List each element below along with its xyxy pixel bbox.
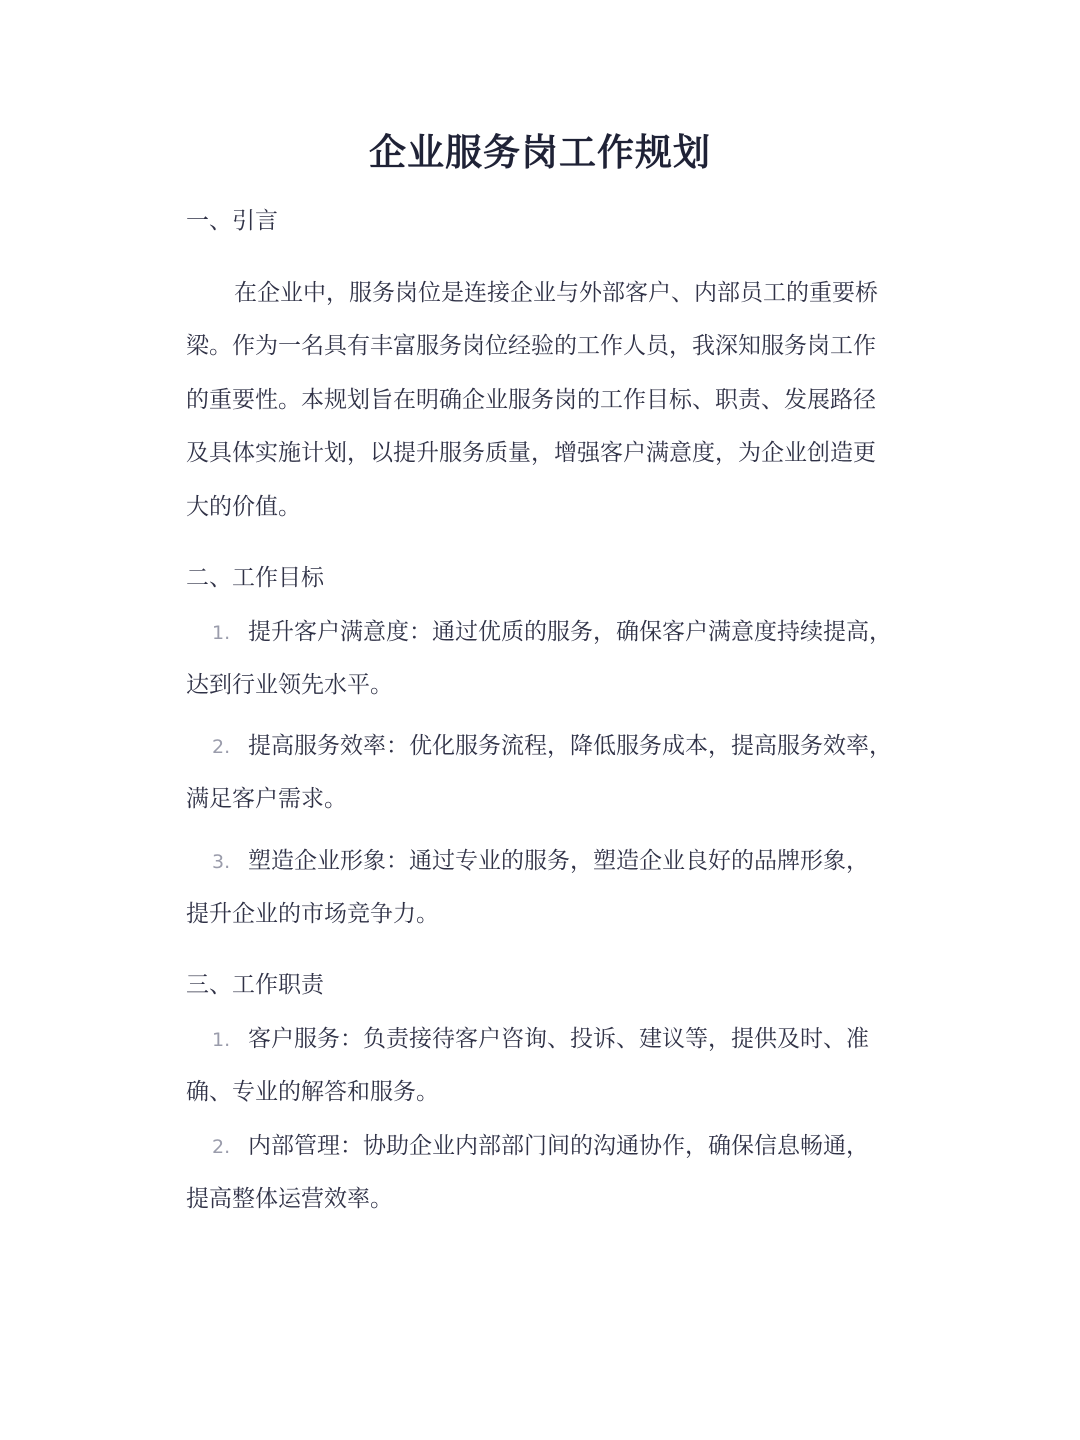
- list-number: 2.: [212, 736, 231, 758]
- duty-item: [212, 1021, 869, 1058]
- list-number: 2.: [212, 1136, 231, 1158]
- duty-item-continuation: 确、专业的解答和服务。: [186, 1079, 439, 1105]
- goal-item: [212, 614, 892, 651]
- intro-paragraph-line: 在企业中，服务岗位是连接企业与外部客户、内部员工的重要桥: [234, 280, 878, 306]
- list-number: 1.: [212, 1029, 231, 1051]
- goal-item-text: 提升客户满意度：通过优质的服务，确保客户满意度持续提高，: [248, 619, 892, 645]
- duty-item: [212, 1128, 869, 1165]
- section-heading-goals: 二、工作目标: [186, 565, 324, 591]
- list-number: 3.: [212, 851, 231, 873]
- goal-item: [212, 843, 869, 880]
- list-number: 1.: [212, 622, 231, 644]
- duty-item-text: 客户服务：负责接待客户咨询、投诉、建议等，提供及时、准: [248, 1026, 869, 1052]
- intro-paragraph-line: 梁。作为一名具有丰富服务岗位经验的工作人员，我深知服务岗工作: [186, 333, 876, 359]
- goal-item-continuation: 提升企业的市场竞争力。: [186, 901, 439, 927]
- intro-paragraph-line: 大的价值。: [186, 494, 301, 520]
- document-title: 企业服务岗工作规划: [369, 130, 711, 174]
- goal-item-continuation: 达到行业领先水平。: [186, 672, 393, 698]
- intro-paragraph-line: 及具体实施计划，以提升服务质量，增强客户满意度，为企业创造更: [186, 440, 876, 466]
- goal-item-continuation: 满足客户需求。: [186, 786, 347, 812]
- section-heading-duties: 三、工作职责: [186, 972, 324, 998]
- duty-item-continuation: 提高整体运营效率。: [186, 1186, 393, 1212]
- goal-item-text: 塑造企业形象：通过专业的服务，塑造企业良好的品牌形象，: [248, 848, 869, 874]
- intro-paragraph-line: 的重要性。本规划旨在明确企业服务岗的工作目标、职责、发展路径: [186, 387, 876, 413]
- goal-item: [212, 728, 892, 765]
- goal-item-text: 提高服务效率：优化服务流程，降低服务成本，提高服务效率，: [248, 733, 892, 759]
- section-heading-intro: 一、引言: [186, 208, 278, 234]
- duty-item-text: 内部管理：协助企业内部部门间的沟通协作，确保信息畅通，: [248, 1133, 869, 1159]
